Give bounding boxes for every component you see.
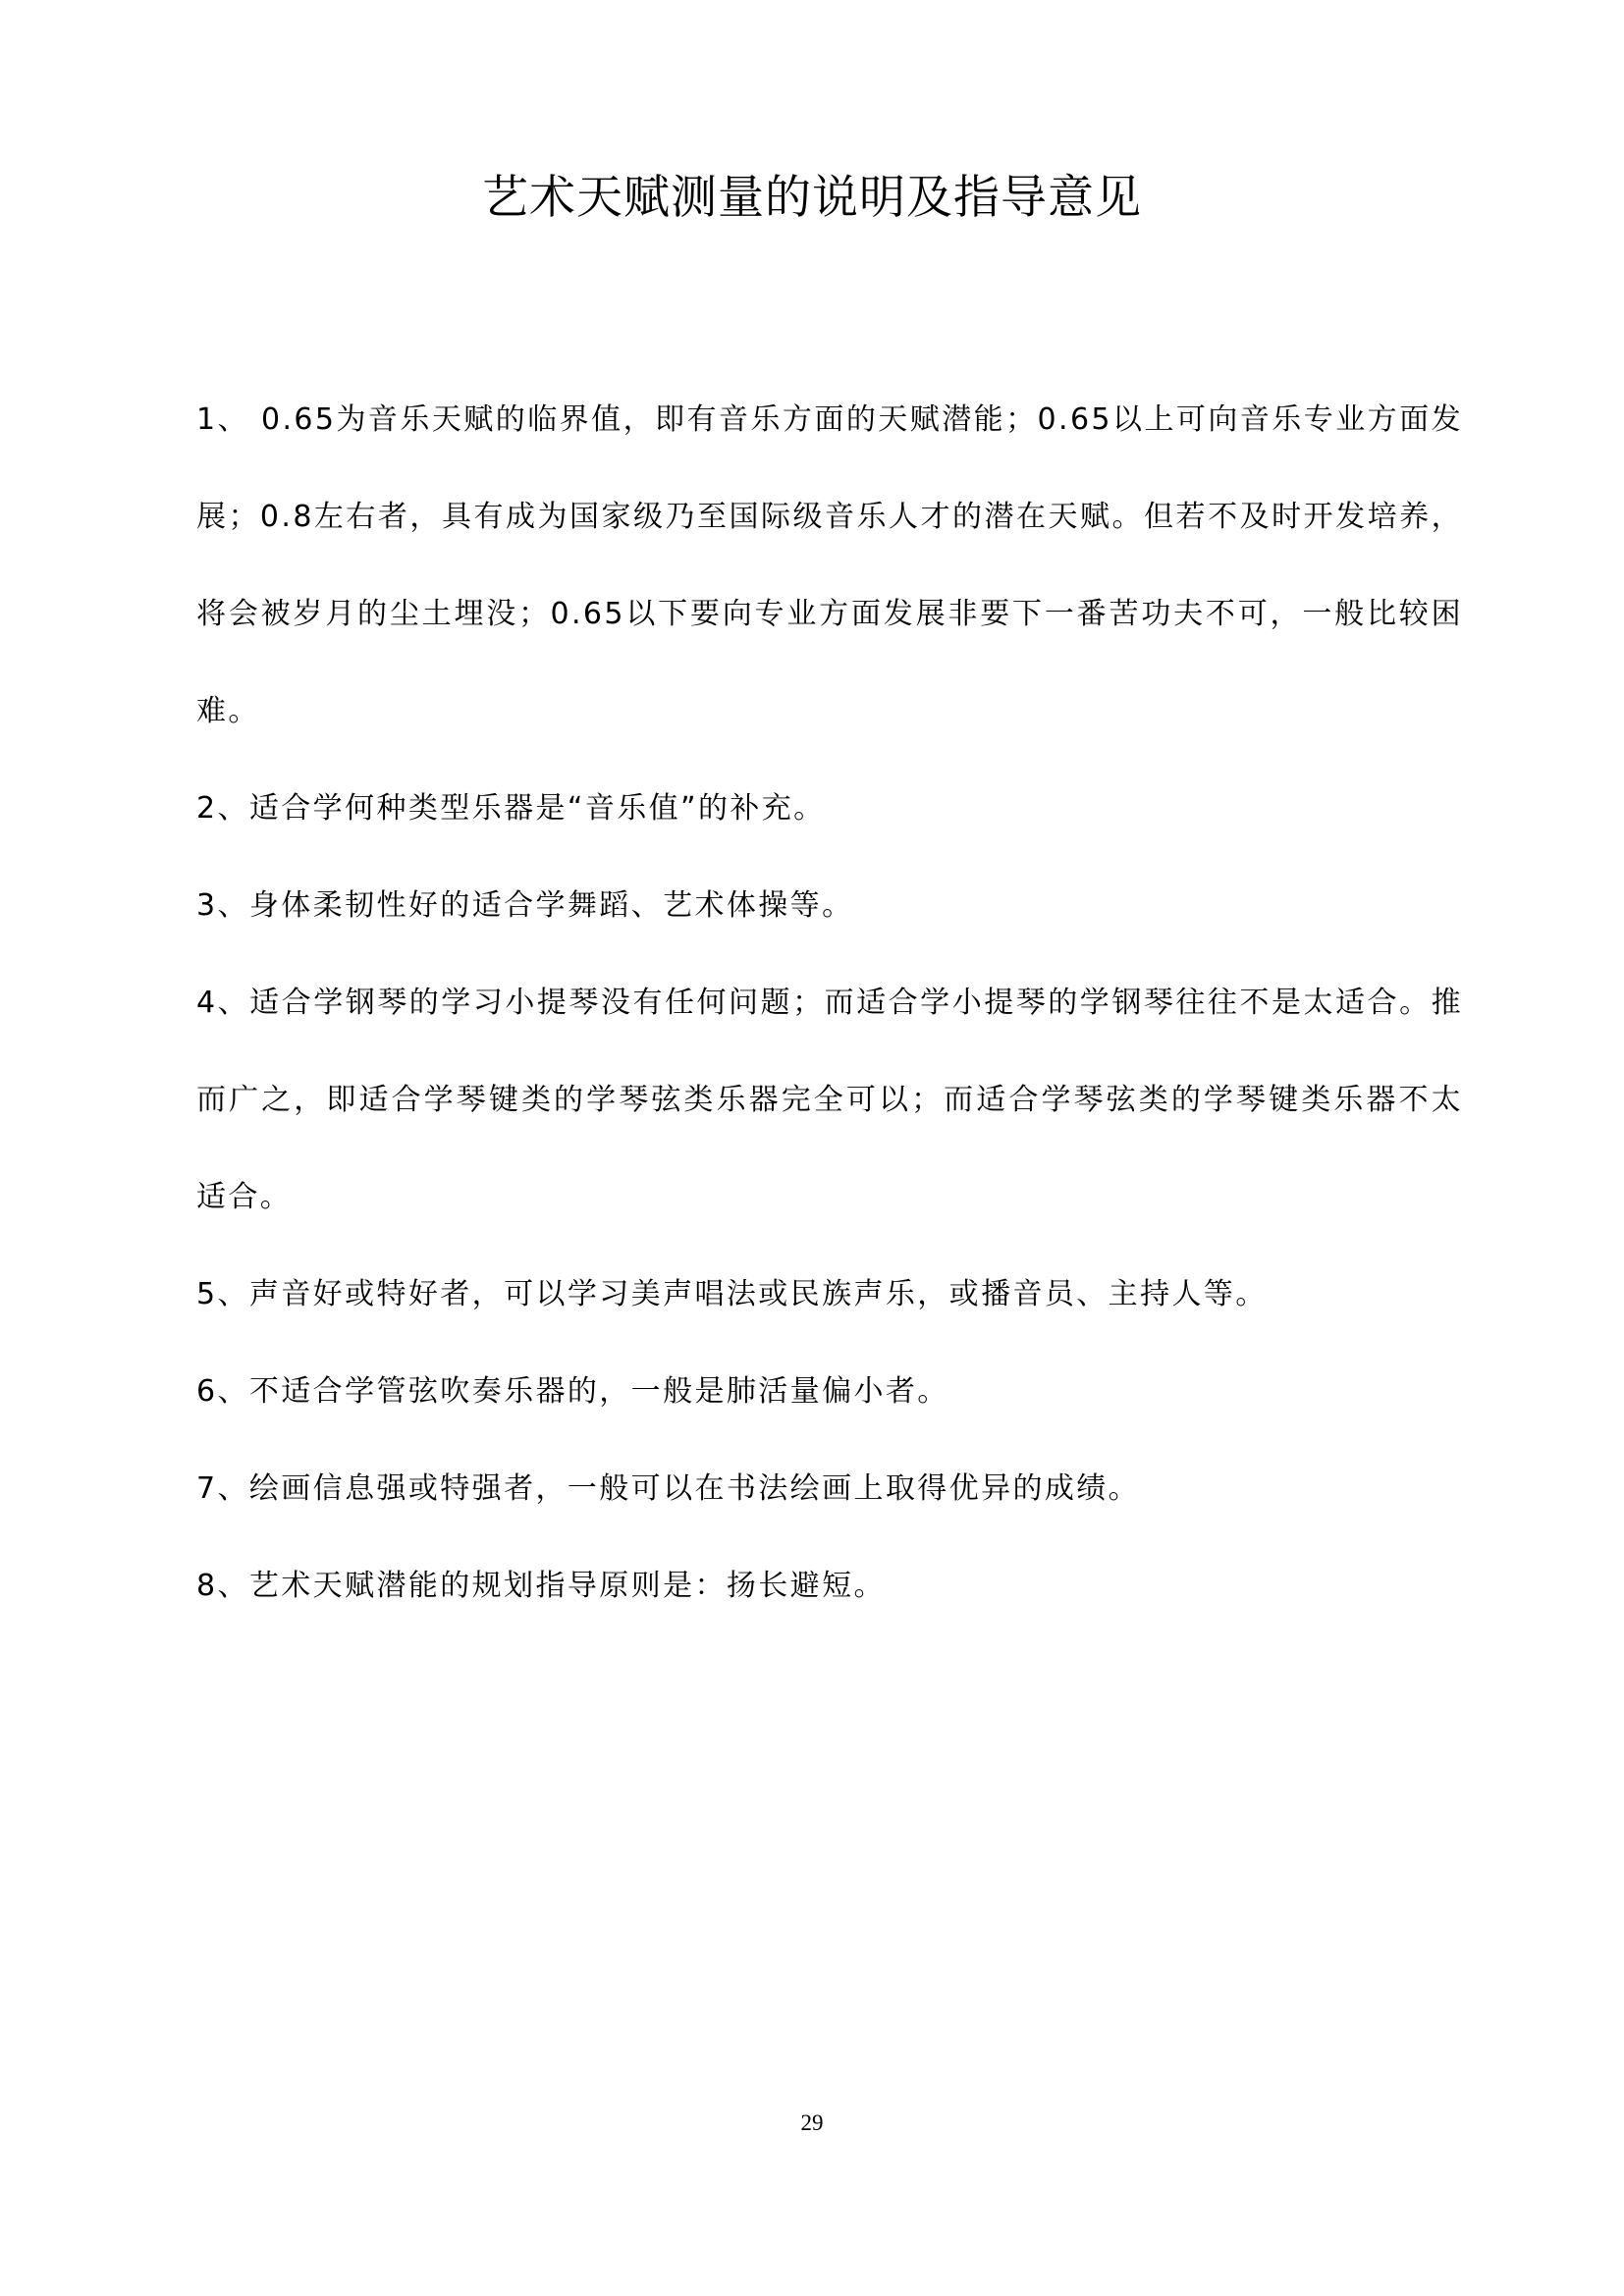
guidance-item-5: 5、声音好或特好者，可以学习美声唱法或民族声乐，或播音员、主持人等。 <box>196 1277 1268 1311</box>
guidance-item-8: 8、艺术天赋潜能的规划指导原则是：扬长避短。 <box>196 1569 886 1603</box>
guidance-item-1: 1、 0.65为音乐天赋的临界值，即有音乐方面的天赋潜能；0.65以上可向音乐专业方面发展；0.8左右者，具有成为国家级乃至国际级音乐人才的潜在天赋。但若不及时开发培养，将会被岁月的尘土埋没；0.65以下要向专业方面发展非要下一番苦功夫不可，一般比较困难。 <box>196 402 1463 728</box>
guidance-item-3: 3、身体柔韧性好的适合学舞蹈、艺术体操等。 <box>196 888 854 923</box>
document-title: 艺术天赋测量的说明及指导意见 <box>482 171 1142 225</box>
guidance-item-6: 6、不适合学管弦吹奏乐器的，一般是肺活量偏小者。 <box>196 1374 949 1409</box>
guidance-list <box>196 371 1463 1634</box>
guidance-item-4: 4、适合学钢琴的学习小提琴没有任何问题；而适合学小提琴的学钢琴往往不是太适合。推而广之，即适合学琴键类的学琴弦类乐器完全可以；而适合学琴弦类的学琴键类乐器不太适合。 <box>196 986 1463 1214</box>
guidance-item-2: 2、适合学何种类型乐器是“音乐值”的补充。 <box>196 791 826 826</box>
guidance-item-7: 7、绘画信息强或特强者，一般可以在书法绘画上取得优异的成绩。 <box>196 1471 1141 1506</box>
page-number: 29 <box>800 2110 824 2135</box>
